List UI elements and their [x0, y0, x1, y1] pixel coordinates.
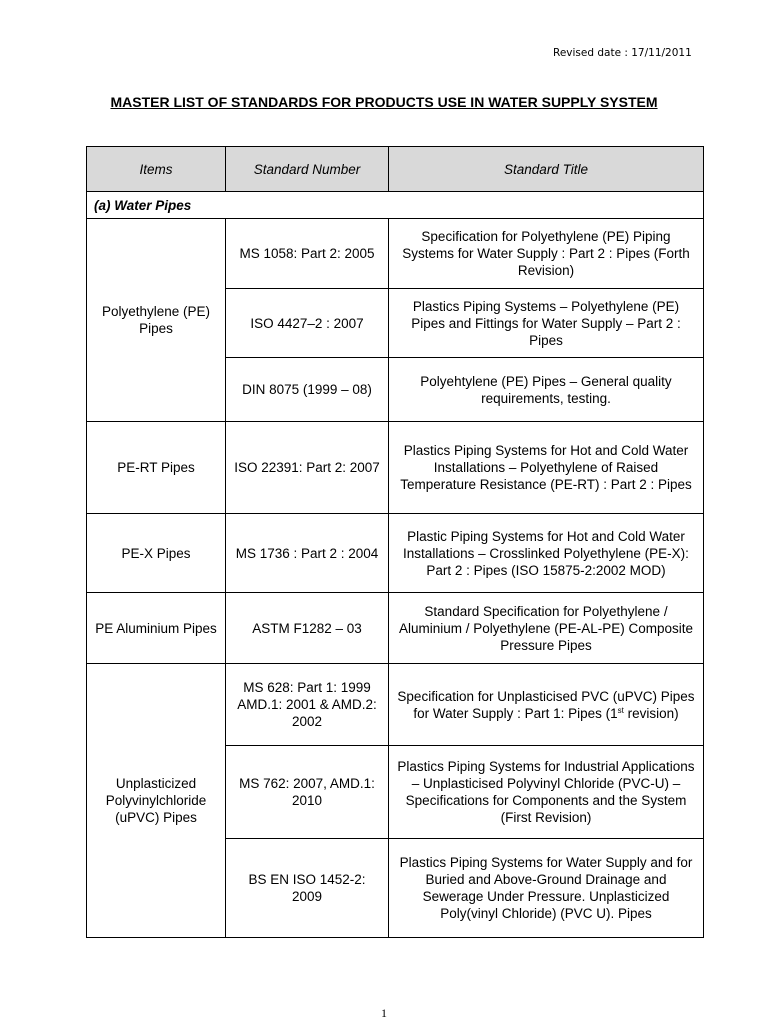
item-cell: Unplasticized Polyvinylchloride (uPVC) Pipes — [87, 664, 226, 938]
table-row — [87, 219, 704, 289]
standard-title-tail: revision) — [623, 705, 679, 721]
standard-title-cell: Plastics Piping Systems for Water Supply and for Buried and Above-Ground Drainage and Sewerage Under Pressure. Unplasticized Poly(vinyl Chloride) (PVC U). Pipes — [389, 839, 704, 938]
standard-number-cell: MS 1058: Part 2: 2005 — [226, 219, 389, 289]
table-row — [87, 422, 704, 514]
standard-title-cell: Plastics Piping Systems for Industrial Applications – Unplasticised Polyvinyl Chloride (PVC-U) – Specifications for Components and the System (First Revision) — [389, 746, 704, 839]
section-row — [87, 192, 704, 219]
item-cell: Polyethylene (PE) Pipes — [87, 219, 226, 422]
standard-title-cell: Plastics Piping Systems for Hot and Cold Water Installations – Polyethylene of Raised Temperature Resistance (PE-RT) : Part 2 : Pipes — [389, 422, 704, 514]
standard-number-cell: MS 762: 2007, AMD.1: 2010 — [226, 746, 389, 839]
standard-title-text: Specification for Unplasticised PVC (uPVC) Pipes for Water Supply : Part 1: Pipes (1 — [397, 688, 695, 721]
standard-number-cell: DIN 8075 (1999 – 08) — [226, 358, 389, 422]
table-row — [87, 664, 704, 746]
standard-title-cell: Polyehtylene (PE) Pipes – General quality requirements, testing. — [389, 358, 704, 422]
standard-title-cell: Specification for Polyethylene (PE) Piping Systems for Water Supply : Part 2 : Pipes (Forth Revision) — [389, 219, 704, 289]
standard-number-cell: MS 628: Part 1: 1999 AMD.1: 2001 & AMD.2: 2002 — [226, 664, 389, 746]
standard-title-cell: Plastics Piping Systems – Polyethylene (PE) Pipes and Fittings for Water Supply – Part 2 : Pipes — [389, 289, 704, 358]
table-row — [87, 514, 704, 593]
item-cell: PE-RT Pipes — [87, 422, 226, 514]
header-standard-number: Standard Number — [226, 147, 389, 192]
standard-title-cell — [389, 664, 704, 746]
standard-number-cell: ISO 22391: Part 2: 2007 — [226, 422, 389, 514]
header-items: Items — [87, 147, 226, 192]
standards-table — [86, 146, 704, 938]
section-water-pipes: (a) Water Pipes — [87, 192, 704, 219]
page-number: 1 — [381, 1006, 387, 1020]
header-standard-title: Standard Title — [389, 147, 704, 192]
item-cell: PE Aluminium Pipes — [87, 593, 226, 664]
table-header-row — [87, 147, 704, 192]
standard-title-cell: Standard Specification for Polyethylene / Aluminium / Polyethylene (PE-AL-PE) Composite Pressure Pipes — [389, 593, 704, 664]
document-title: MASTER LIST OF STANDARDS FOR PRODUCTS USE IN WATER SUPPLY SYSTEM — [110, 94, 658, 110]
standard-title-cell: Plastic Piping Systems for Hot and Cold Water Installations – Crosslinked Polyethylene (PE-X): Part 2 : Pipes (ISO 15875-2:2002 MOD) — [389, 514, 704, 593]
ordinal-superscript: st — [617, 705, 624, 715]
revised-date: Revised date : 17/11/2011 — [553, 47, 692, 59]
item-cell: PE-X Pipes — [87, 514, 226, 593]
standard-number-cell: MS 1736 : Part 2 : 2004 — [226, 514, 389, 593]
table-row — [87, 593, 704, 664]
standard-number-cell: ASTM F1282 – 03 — [226, 593, 389, 664]
standard-number-cell: ISO 4427–2 : 2007 — [226, 289, 389, 358]
standard-number-cell: BS EN ISO 1452-2: 2009 — [226, 839, 389, 938]
